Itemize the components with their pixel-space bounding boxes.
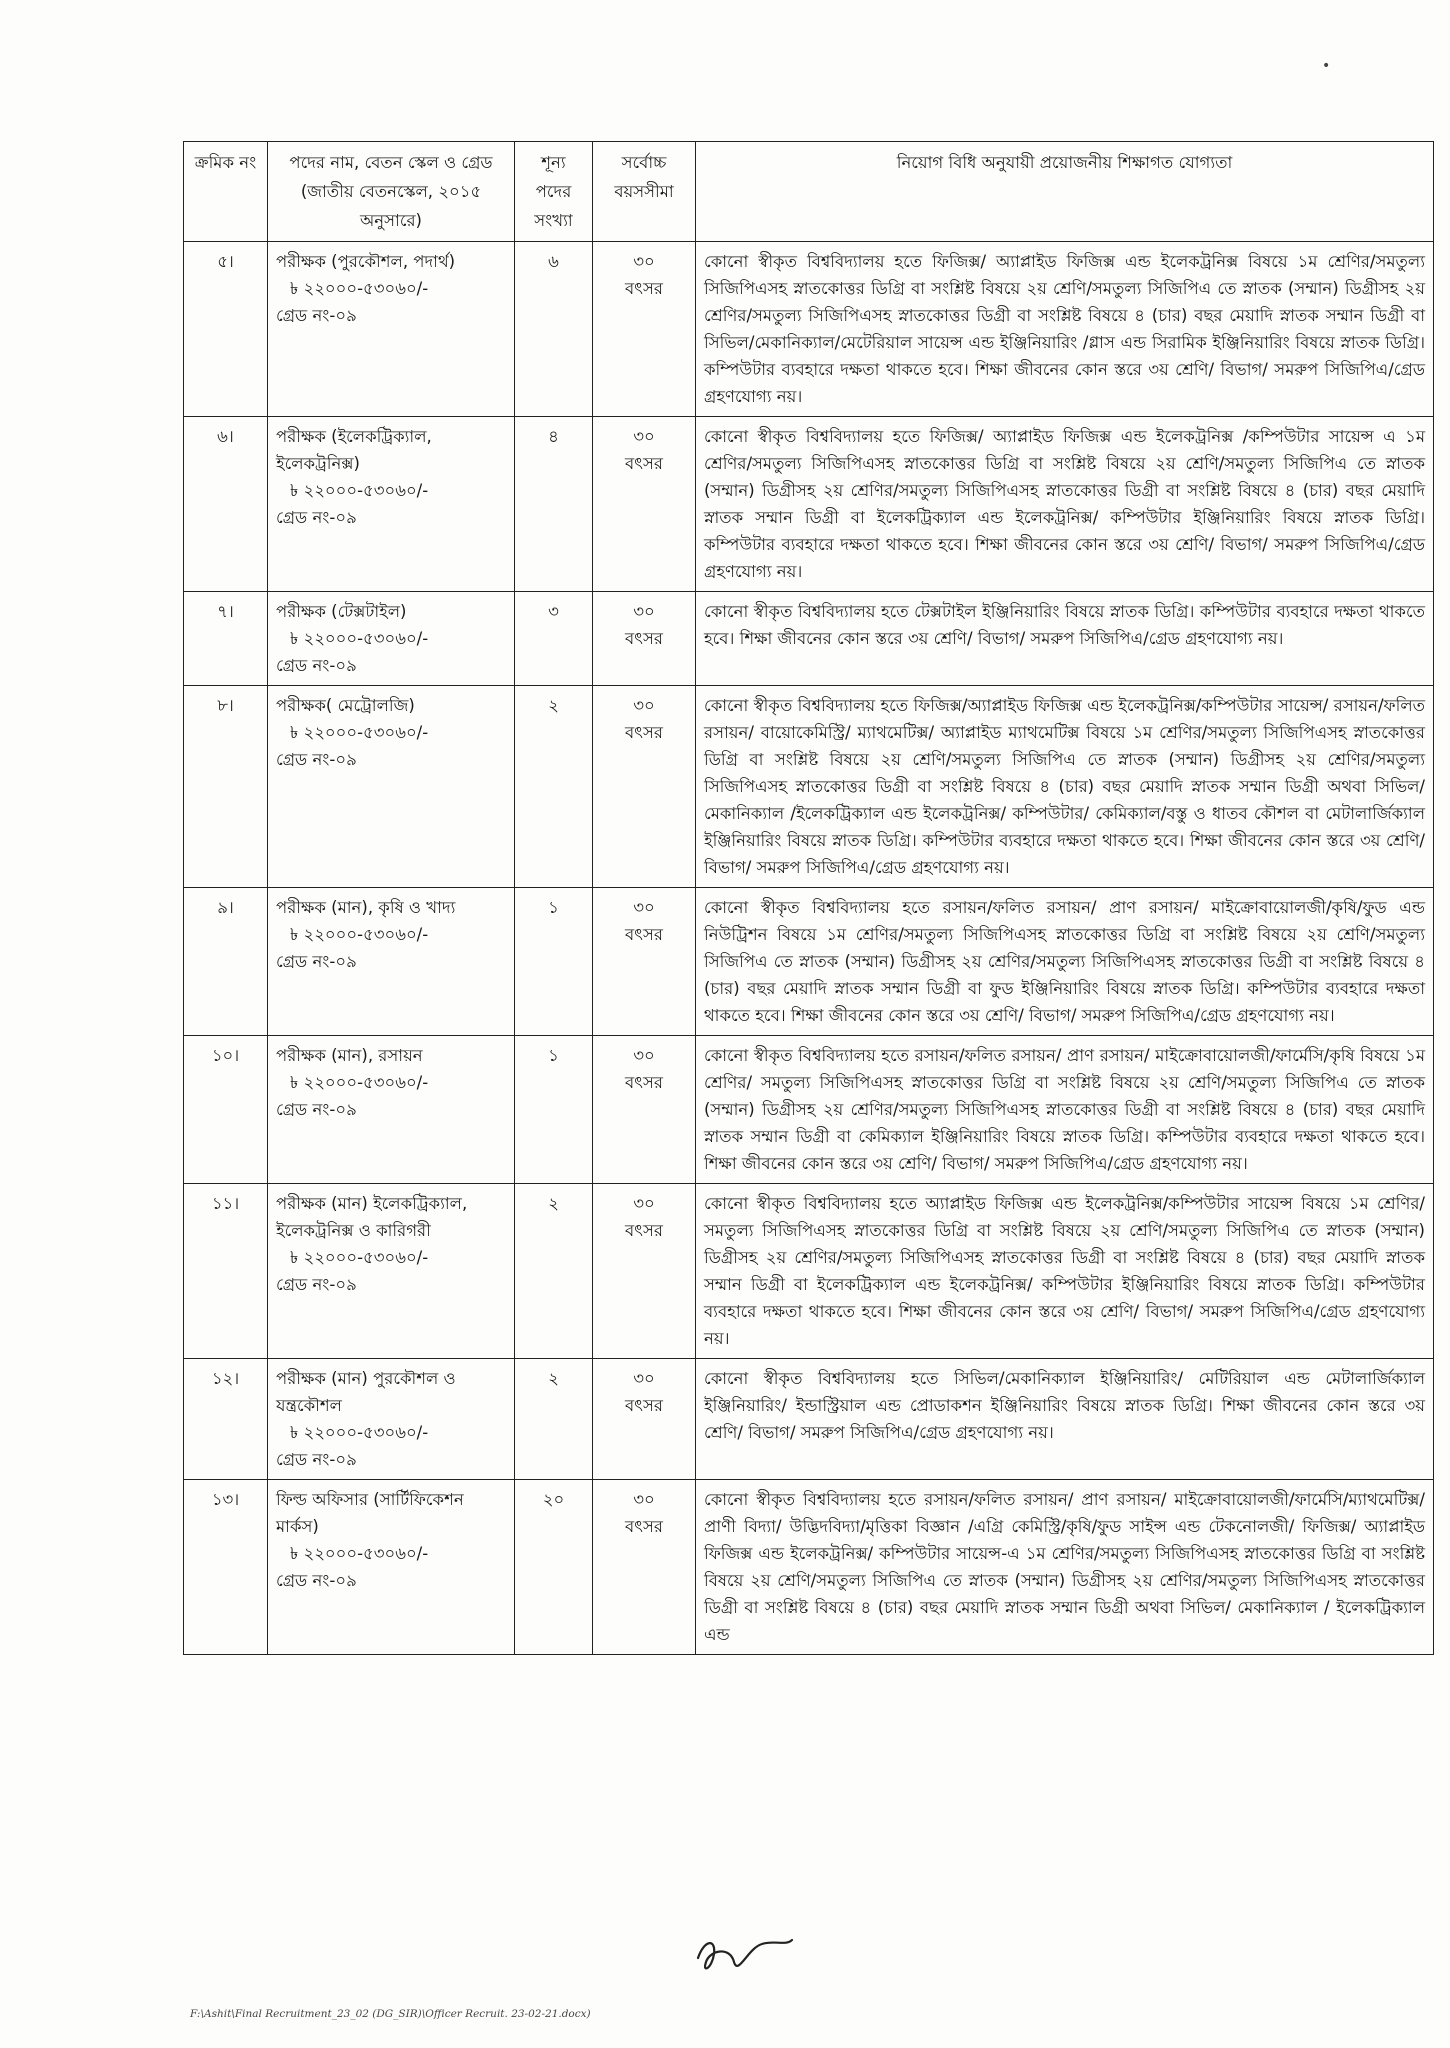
recruitment-table: [183, 141, 1434, 1655]
age-unit: বৎসর: [625, 723, 663, 742]
serial-cell: ৭।: [184, 592, 268, 686]
post-name: পরীক্ষক (ইলেকট্রিক্যাল, ইলেকট্রনিক্স): [276, 427, 432, 473]
age-value: ৩০: [633, 1046, 655, 1065]
pay-scale: ৳ ২২০০০-৫৩০৬০/-: [290, 481, 429, 500]
age-cell: [593, 1036, 696, 1184]
age-cell: [593, 1184, 696, 1359]
serial-cell: ১২।: [184, 1359, 268, 1480]
age-unit: বৎসর: [625, 1073, 663, 1092]
post-name: পরীক্ষক (মান) পুরকৌশল ও যন্ত্রকৌশল: [276, 1369, 456, 1415]
age-cell: [593, 1359, 696, 1480]
pay-scale: ৳ ২২০০০-৫৩০৬০/-: [290, 723, 429, 742]
post-name: পরীক্ষক (মান) ইলেকট্রিক্যাল, ইলেকট্রনিক্স ও কারিগরী: [276, 1194, 468, 1240]
grade: গ্রেড নং-০৯: [276, 1571, 357, 1590]
serial-cell: ১৩।: [184, 1480, 268, 1655]
serial-cell: ৮।: [184, 686, 268, 888]
vacancy-cell: ২০: [515, 1480, 593, 1655]
age-value: ৩০: [633, 1490, 655, 1509]
serial-cell: ১১।: [184, 1184, 268, 1359]
post-cell: [268, 888, 515, 1036]
pay-scale: ৳ ২২০০০-৫৩০৬০/-: [290, 629, 429, 648]
post-cell: [268, 417, 515, 592]
footer-file-path: F:\Ashit\Final Recruitment_23_02 (DG_SIR)\Officer Recruit. 23-02-21.docx): [190, 2008, 591, 2020]
vacancy-cell: ৬: [515, 242, 593, 417]
qualification-cell: কোনো স্বীকৃত বিশ্ববিদ্যালয় হতে অ্যাপ্লাইড ফিজিক্স এন্ড ইলেকট্রনিক্স/কম্পিউটার সায়েন্স বিষয়ে ১ম শ্রেণির/সমতুল্য সিজিপিএসহ স্নাতকোত্তর ডিগ্রি বা সংশ্লিষ্ট বিষয়ে ২য় শ্রেণি/সমতুল্য সিজিপিএ তে স্নাতক (সম্মান) ডিগ্রীসহ ২য় শ্রেণির/সমতুল্য সিজিপিএসহ স্নাতকোত্তর ডিগ্রী বা সংশ্লিষ্ট বিষয়ে ৪ (চার) বছর মেয়াদি স্নাতক সম্মান ডিগ্রী বা ইলেকট্রিক্যাল এন্ড ইলেকট্রনিক্স/ কম্পিউটার ইঞ্জিনিয়ারিং বিষয়ে স্নাতক ডিগ্রি। কম্পিউটার ব্যবহারে দক্ষতা থাকতে হবে। শিক্ষা জীবনের কোন স্তরে ৩য় শ্রেণি/ বিভাগ/ সমরুপ সিজিপিএ/গ্রেড গ্রহণযোগ্য নয়।: [696, 1184, 1434, 1359]
grade: গ্রেড নং-০৯: [276, 1450, 357, 1469]
age-value: ৩০: [633, 1369, 655, 1388]
post-cell: [268, 1184, 515, 1359]
post-cell: [268, 1480, 515, 1655]
age-unit: বৎসর: [625, 279, 663, 298]
qualification-cell: কোনো স্বীকৃত বিশ্ববিদ্যালয় হতে ফিজিক্স/অ্যাপ্লাইড ফিজিক্স এন্ড ইলেকট্রনিক্স/কম্পিউটার সায়েন্স/ রসায়ন/ফলিত রসায়ন/ বায়োকেমিস্ট্রি/ ম্যাথমেটিক্স/ অ্যাপ্লাইড ম্যাথমেটিক্স বিষয়ে ১ম শ্রেণির/সমতুল্য সিজিপিএসহ স্নাতকোত্তর ডিগ্রি বা সংশ্লিষ্ট বিষয়ে ২য় শ্রেণি/সমতুল্য সিজিপিএ তে স্নাতক (সম্মান) ডিগ্রীসহ ২য় শ্রেণির/সমতুল্য সিজিপিএসহ স্নাতকোত্তর ডিগ্রী বা সংশ্লিষ্ট বিষয়ে ৪ (চার) বছর মেয়াদি স্নাতক সম্মান ডিগ্রী অথবা সিভিল/ মেকানিক্যাল /ইলেকট্রিক্যাল এন্ড ইলেকট্রনিক্স/ কম্পিউটার/ কেমিক্যাল/বস্তু ও ধাতব কৌশল বা মেটালার্জিক্যাল ইঞ্জিনিয়ারিং বিষয়ে স্নাতক ডিগ্রি। কম্পিউটার ব্যবহারে দক্ষতা থাকতে হবে। শিক্ষা জীবনের কোন স্তরে ৩য় শ্রেণি/ বিভাগ/ সমরুপ সিজিপিএ/গ্রেড গ্রহণযোগ্য নয়।: [696, 686, 1434, 888]
table-row: [184, 1359, 1434, 1480]
age-value: ৩০: [633, 696, 655, 715]
vacancy-cell: ৪: [515, 417, 593, 592]
age-cell: [593, 592, 696, 686]
header-age: সর্বোচ্চ বয়সসীমা: [593, 142, 696, 242]
age-unit: বৎসর: [625, 1517, 663, 1536]
post-name: পরীক্ষক (টেক্সটাইল): [276, 602, 407, 621]
header-post: পদের নাম, বেতন স্কেল ও গ্রেড (জাতীয় বেতনস্কেল, ২০১৫ অনুসারে): [268, 142, 515, 242]
signature-mark: [690, 1928, 800, 1988]
age-unit: বৎসর: [625, 1221, 663, 1240]
qualification-cell: কোনো স্বীকৃত বিশ্ববিদ্যালয় হতে সিভিল/মেকানিক্যাল ইঞ্জিনিয়ারিং/ মেটিরিয়াল এন্ড মেটালার্জিক্যাল ইঞ্জিনিয়ারিং/ ইন্ডাস্ট্রিয়াল এন্ড প্রোডাকশন ইঞ্জিনিয়ারিং বিষয়ে স্নাতক ডিগ্রি। শিক্ষা জীবনের কোন স্তরে ৩য় শ্রেণি/ বিভাগ/ সমরুপ সিজিপিএ/গ্রেড গ্রহণযোগ্য নয়।: [696, 1359, 1434, 1480]
grade: গ্রেড নং-০৯: [276, 306, 357, 325]
age-cell: [593, 888, 696, 1036]
pay-scale: ৳ ২২০০০-৫৩০৬০/-: [290, 1073, 429, 1092]
qualification-cell: কোনো স্বীকৃত বিশ্ববিদ্যালয় হতে রসায়ন/ফলিত রসায়ন/ প্রাণ রসায়ন/ মাইক্রোবায়োলজী/ফার্মেসি/কৃষি বিষয়ে ১ম শ্রেণির/ সমতুল্য সিজিপিএসহ স্নাতকোত্তর ডিগ্রি বা সংশ্লিষ্ট বিষয়ে ২য় শ্রেণি/সমতুল্য সিজিপিএ তে স্নাতক (সম্মান) ডিগ্রীসহ ২য় শ্রেণির/সমতুল্য সিজিপিএসহ স্নাতকোত্তর ডিগ্রী বা সংশ্লিষ্ট বিষয়ে ৪ (চার) বছর মেয়াদি স্নাতক সম্মান ডিগ্রী বা কেমিক্যাল ইঞ্জিনিয়ারিং বিষয়ে স্নাতক ডিগ্রি। কম্পিউটার ব্যবহারে দক্ষতা থাকতে হবে। শিক্ষা জীবনের কোন স্তরে ৩য় শ্রেণি/ বিভাগ/ সমরুপ সিজিপিএ/গ্রেড গ্রহণযোগ্য নয়।: [696, 1036, 1434, 1184]
age-value: ৩০: [633, 898, 655, 917]
grade: গ্রেড নং-০৯: [276, 1100, 357, 1119]
pay-scale: ৳ ২২০০০-৫৩০৬০/-: [290, 1544, 429, 1563]
age-cell: [593, 1480, 696, 1655]
age-unit: বৎসর: [625, 1396, 663, 1415]
post-name: পরীক্ষক (পুরকৌশল, পদার্থ): [276, 252, 456, 271]
serial-cell: ৫।: [184, 242, 268, 417]
age-unit: বৎসর: [625, 454, 663, 473]
post-cell: [268, 592, 515, 686]
pay-scale: ৳ ২২০০০-৫৩০৬০/-: [290, 925, 429, 944]
grade: গ্রেড নং-০৯: [276, 1275, 357, 1294]
vacancy-cell: ২: [515, 686, 593, 888]
age-cell: [593, 242, 696, 417]
table-row: [184, 1036, 1434, 1184]
pay-scale: ৳ ২২০০০-৫৩০৬০/-: [290, 279, 429, 298]
post-cell: [268, 686, 515, 888]
post-cell: [268, 1359, 515, 1480]
post-name: পরীক্ষক (মান), কৃষি ও খাদ্য: [276, 898, 456, 917]
table-row: [184, 417, 1434, 592]
table-body: [184, 242, 1434, 1655]
vacancy-cell: ১: [515, 888, 593, 1036]
age-value: ৩০: [633, 1194, 655, 1213]
vacancy-cell: ২: [515, 1184, 593, 1359]
post-cell: [268, 1036, 515, 1184]
pay-scale: ৳ ২২০০০-৫৩০৬০/-: [290, 1423, 429, 1442]
post-name: ফিল্ড অফিসার (সার্টিফিকেশন মার্কস): [276, 1490, 464, 1536]
vacancy-cell: ৩: [515, 592, 593, 686]
header-vacancy: শূন্য পদের সংখ্যা: [515, 142, 593, 242]
age-unit: বৎসর: [625, 629, 663, 648]
age-cell: [593, 686, 696, 888]
corner-mark: •: [1322, 58, 1331, 74]
post-name: পরীক্ষক( মেট্রোলজি): [276, 696, 415, 715]
table-header-row: [184, 142, 1434, 242]
vacancy-cell: ১: [515, 1036, 593, 1184]
vacancy-cell: ২: [515, 1359, 593, 1480]
qualification-cell: কোনো স্বীকৃত বিশ্ববিদ্যালয় হতে ফিজিক্স/ অ্যাপ্লাইড ফিজিক্স এন্ড ইলেকট্রনিক্স বিষয়ে ১ম শ্রেণির/সমতুল্য সিজিপিএসহ স্নাতকোত্তর ডিগ্রি বা সংশ্লিষ্ট বিষয়ে ২য় শ্রেণি/সমতুল্য সিজিপিএ তে স্নাতক (সম্মান) ডিগ্রীসহ ২য় শ্রেণির/সমতুল্য সিজিপিএসহ স্নাতকোত্তর ডিগ্রী বা সংশ্লিষ্ট বিষয়ে ৪ (চার) বছর মেয়াদি স্নাতক সম্মান ডিগ্রী বা সিভিল/মেকানিক্যাল/মেটেরিয়াল সায়েন্স এন্ড ইঞ্জিনিয়ারিং /গ্লাস এন্ড সিরামিক ইঞ্জিনিয়ারিং বিষয়ে স্নাতক ডিগ্রি। কম্পিউটার ব্যবহারে দক্ষতা থাকতে হবে। শিক্ষা জীবনের কোন স্তরে ৩য় শ্রেণি/ বিভাগ/ সমরুপ সিজিপিএ/গ্রেড গ্রহণযোগ্য নয়।: [696, 242, 1434, 417]
table-row: [184, 242, 1434, 417]
serial-cell: ১০।: [184, 1036, 268, 1184]
table-row: [184, 592, 1434, 686]
header-serial: ক্রমিক নং: [184, 142, 268, 242]
qualification-cell: কোনো স্বীকৃত বিশ্ববিদ্যালয় হতে রসায়ন/ফলিত রসায়ন/ প্রাণ রসায়ন/ মাইক্রোবায়োলজী/কৃষি/ফুড এন্ড নিউট্রিশন বিষয়ে ১ম শ্রেণির/সমতুল্য সিজিপিএসহ স্নাতকোত্তর ডিগ্রি বা সংশ্লিষ্ট বিষয়ে ২য় শ্রেণি/সমতুল্য সিজিপিএ তে স্নাতক (সম্মান) ডিগ্রীসহ ২য় শ্রেণির/সমতুল্য সিজিপিএসহ স্নাতকোত্তর ডিগ্রী বা সংশ্লিষ্ট বিষয়ে ৪ (চার) বছর মেয়াদি স্নাতক সম্মান ডিগ্রী বা ফুড ইঞ্জিনিয়ারিং বিষয়ে স্নাতক ডিগ্রি। কম্পিউটার ব্যবহারে দক্ষতা থাকতে হবে। শিক্ষা জীবনের কোন স্তরে ৩য় শ্রেণি/ বিভাগ/ সমরুপ সিজিপিএ/গ্রেড গ্রহণযোগ্য নয়।: [696, 888, 1434, 1036]
age-value: ৩০: [633, 427, 655, 446]
table-row: [184, 686, 1434, 888]
post-name: পরীক্ষক (মান), রসায়ন: [276, 1046, 423, 1065]
serial-cell: ৬।: [184, 417, 268, 592]
table-row: [184, 1184, 1434, 1359]
table-row: [184, 1480, 1434, 1655]
serial-cell: ৯।: [184, 888, 268, 1036]
qualification-cell: কোনো স্বীকৃত বিশ্ববিদ্যালয় হতে টেক্সটাইল ইঞ্জিনিয়ারিং বিষয়ে স্নাতক ডিগ্রি। কম্পিউটার ব্যবহারে দক্ষতা থাকতে হবে। শিক্ষা জীবনের কোন স্তরে ৩য় শ্রেণি/ বিভাগ/ সমরুপ সিজিপিএ/গ্রেড গ্রহণযোগ্য নয়।: [696, 592, 1434, 686]
qualification-cell: কোনো স্বীকৃত বিশ্ববিদ্যালয় হতে রসায়ন/ফলিত রসায়ন/ প্রাণ রসায়ন/ মাইক্রোবায়োলজী/ফার্মেসি/ম্যাথমেটিক্স/প্রাণী বিদ্যা/ উদ্ভিদবিদ্যা/মৃত্তিকা বিজ্ঞান /এগ্রি কেমিস্ট্রি/কৃষি/ফুড সাইন্স এন্ড টেকনোলজী/ ফিজিক্স/ অ্যাপ্লাইড ফিজিক্স এন্ড ইলেকট্রনিক্স/ কম্পিউটার সায়েন্স-এ ১ম শ্রেণির/সমতুল্য সিজিপিএসহ স্নাতকোত্তর ডিগ্রি বা সংশ্লিষ্ট বিষয়ে ২য় শ্রেণি/সমতুল্য সিজিপিএ তে স্নাতক (সম্মান) ডিগ্রীসহ ২য় শ্রেণির/সমতুল্য সিজিপিএসহ স্নাতকোত্তর ডিগ্রী বা সংশ্লিষ্ট বিষয়ে ৪ (চার) বছর মেয়াদি স্নাতক সম্মান ডিগ্রী অথবা সিভিল/ মেকানিক্যাল / ইলেকট্রিক্যাল এন্ড: [696, 1480, 1434, 1655]
age-value: ৩০: [633, 252, 655, 271]
age-value: ৩০: [633, 602, 655, 621]
grade: গ্রেড নং-০৯: [276, 952, 357, 971]
age-cell: [593, 417, 696, 592]
post-cell: [268, 242, 515, 417]
grade: গ্রেড নং-০৯: [276, 656, 357, 675]
qualification-cell: কোনো স্বীকৃত বিশ্ববিদ্যালয় হতে ফিজিক্স/ অ্যাপ্লাইড ফিজিক্স এন্ড ইলেকট্রনিক্স /কম্পিউটার সায়েন্স এ ১ম শ্রেণির/সমতুল্য সিজিপিএসহ স্নাতকোত্তর ডিগ্রি বা সংশ্লিষ্ট বিষয়ে ২য় শ্রেণি/সমতুল্য সিজিপিএ তে স্নাতক (সম্মান) ডিগ্রীসহ ২য় শ্রেণির/সমতুল্য সিজিপিএসহ স্নাতকোত্তর ডিগ্রী বা সংশ্লিষ্ট বিষয়ে ৪ (চার) বছর মেয়াদি স্নাতক সম্মান ডিগ্রী বা ইলেকট্রিক্যাল এন্ড ইলেকট্রনিক্স/ কম্পিউটার ইঞ্জিনিয়ারিং বিষয়ে স্নাতক ডিগ্রি। কম্পিউটার ব্যবহারে দক্ষতা থাকতে হবে। শিক্ষা জীবনের কোন স্তরে ৩য় শ্রেণি/ বিভাগ/ সমরুপ সিজিপিএ/গ্রেড গ্রহণযোগ্য নয়।: [696, 417, 1434, 592]
grade: গ্রেড নং-০৯: [276, 750, 357, 769]
header-qualification: নিয়োগ বিধি অনুযায়ী প্রয়োজনীয় শিক্ষাগত যোগ্যতা: [696, 142, 1434, 242]
grade: গ্রেড নং-০৯: [276, 508, 357, 527]
table-row: [184, 888, 1434, 1036]
pay-scale: ৳ ২২০০০-৫৩০৬০/-: [290, 1248, 429, 1267]
age-unit: বৎসর: [625, 925, 663, 944]
